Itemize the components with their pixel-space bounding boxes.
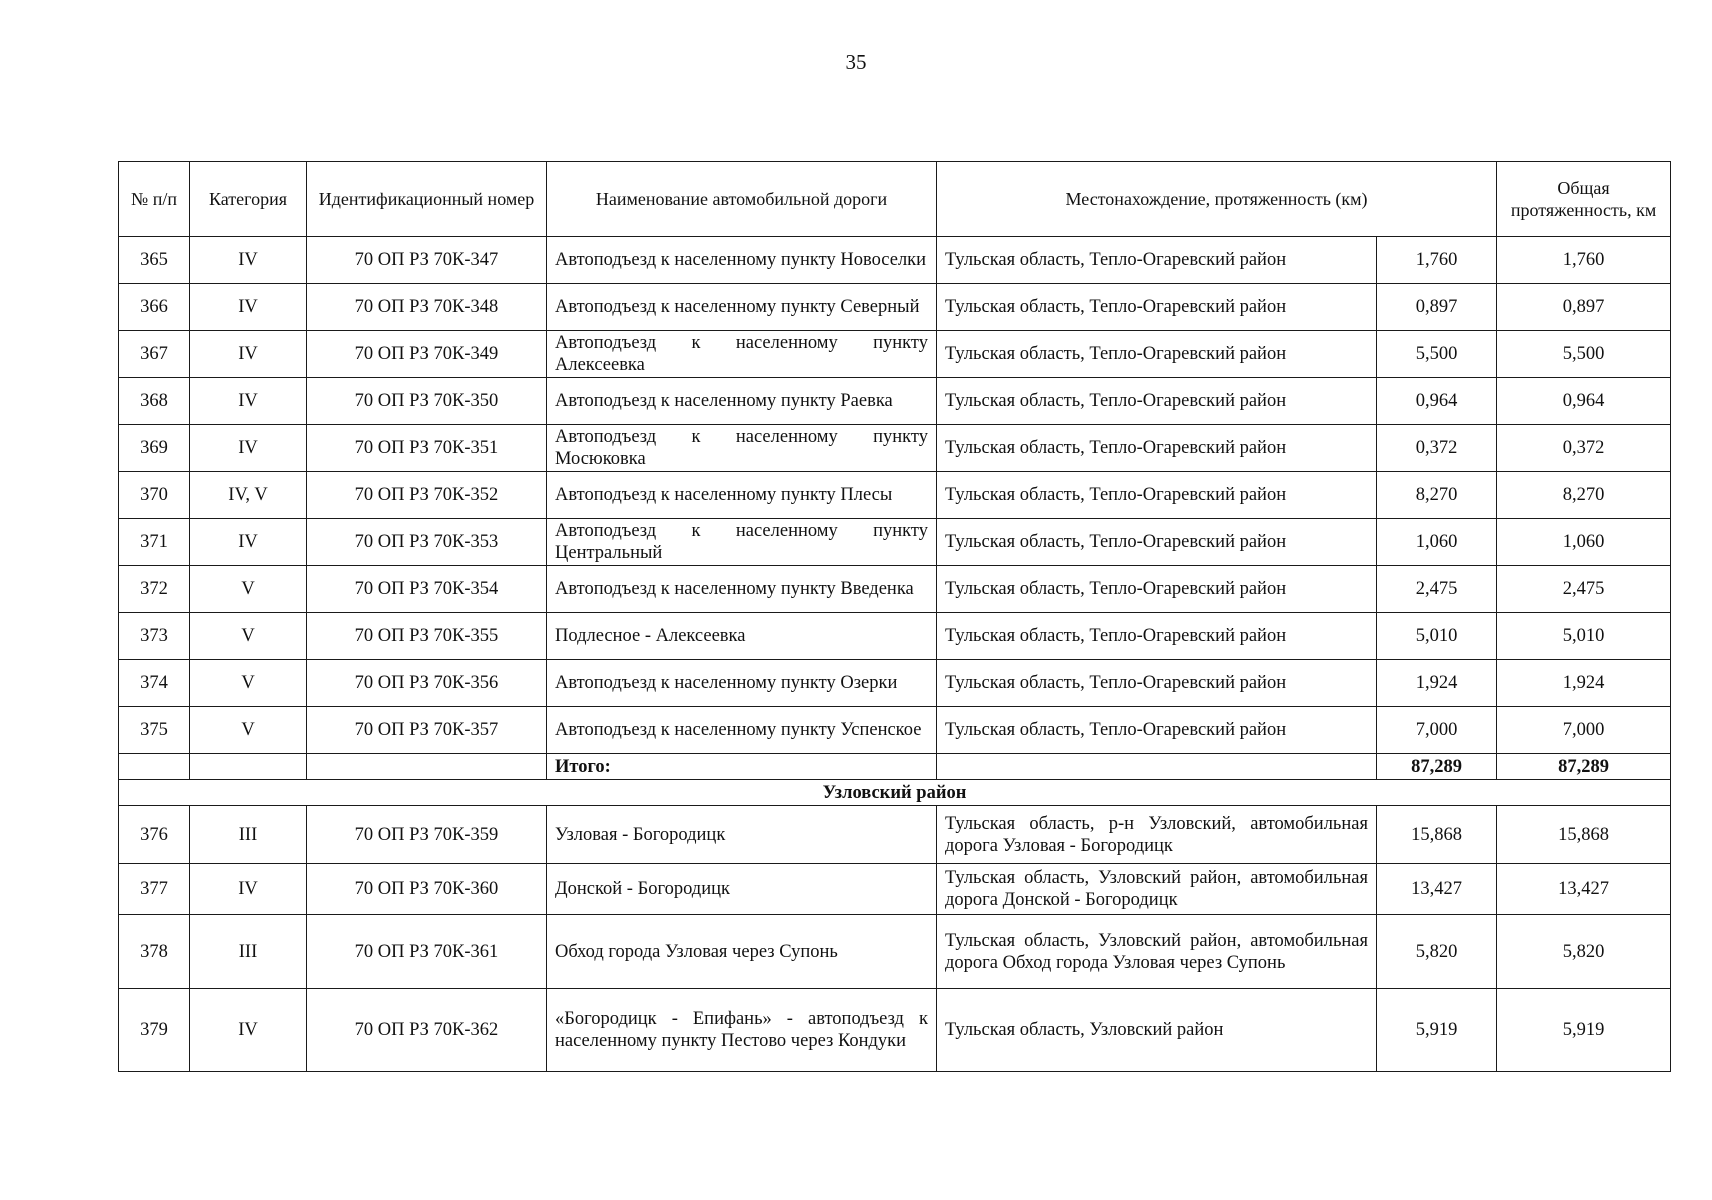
subtotal-row bbox=[119, 754, 1671, 780]
cell-location: Тульская область, Узловский район bbox=[937, 989, 1377, 1072]
cell-id: 70 ОП РЗ 70К-353 bbox=[307, 519, 547, 566]
header-location: Местонахождение, протяженность (км) bbox=[937, 162, 1497, 237]
cell-id: 70 ОП РЗ 70К-362 bbox=[307, 989, 547, 1072]
cell-id: 70 ОП РЗ 70К-354 bbox=[307, 566, 547, 613]
cell-location: Тульская область, Тепло-Огаревский район bbox=[937, 566, 1377, 613]
cell-num: 368 bbox=[119, 378, 190, 425]
cell-name: Автоподъезд к населенному пункту Введенка bbox=[547, 566, 937, 613]
cell-category: IV bbox=[190, 237, 307, 284]
roads-table bbox=[118, 161, 1671, 1072]
cell-length: 0,372 bbox=[1377, 425, 1497, 472]
district-row bbox=[119, 780, 1671, 806]
cell-length: 13,427 bbox=[1377, 864, 1497, 915]
cell-total: 15,868 bbox=[1497, 806, 1671, 864]
cell-total: 13,427 bbox=[1497, 864, 1671, 915]
cell-category: V bbox=[190, 566, 307, 613]
cell-location: Тульская область, Тепло-Огаревский район bbox=[937, 660, 1377, 707]
table-row bbox=[119, 806, 1671, 864]
cell-total: 5,820 bbox=[1497, 915, 1671, 989]
cell-category: III bbox=[190, 915, 307, 989]
cell-length: 1,760 bbox=[1377, 237, 1497, 284]
cell-num: 372 bbox=[119, 566, 190, 613]
cell-category: IV, V bbox=[190, 472, 307, 519]
table-row bbox=[119, 660, 1671, 707]
header-category: Категория bbox=[190, 162, 307, 237]
cell-name: Автоподъезд к населенному пункту Мосюковка bbox=[547, 425, 937, 472]
cell-num: 369 bbox=[119, 425, 190, 472]
cell-category: IV bbox=[190, 864, 307, 915]
cell-name: Автоподъезд к населенному пункту Центральный bbox=[547, 519, 937, 566]
header-id: Идентификационный номер bbox=[307, 162, 547, 237]
cell-id: 70 ОП РЗ 70К-359 bbox=[307, 806, 547, 864]
cell-category: V bbox=[190, 660, 307, 707]
cell-location: Тульская область, Узловский район, автомобильная дорога Обход города Узловая через Супонь bbox=[937, 915, 1377, 989]
table-row bbox=[119, 566, 1671, 613]
subtotal-length: 87,289 bbox=[1377, 754, 1497, 780]
cell-id: 70 ОП РЗ 70К-357 bbox=[307, 707, 547, 754]
cell-location: Тульская область, Тепло-Огаревский район bbox=[937, 472, 1377, 519]
cell-num: 365 bbox=[119, 237, 190, 284]
header-total: Общая протяженность, км bbox=[1497, 162, 1671, 237]
cell-num: 378 bbox=[119, 915, 190, 989]
cell-id: 70 ОП РЗ 70К-350 bbox=[307, 378, 547, 425]
cell-length: 5,820 bbox=[1377, 915, 1497, 989]
cell-num: 377 bbox=[119, 864, 190, 915]
table-row bbox=[119, 284, 1671, 331]
table-row bbox=[119, 378, 1671, 425]
cell-name: Обход города Узловая через Супонь bbox=[547, 915, 937, 989]
cell-name: Автоподъезд к населенному пункту Озерки bbox=[547, 660, 937, 707]
cell-name: Подлесное - Алексеевка bbox=[547, 613, 937, 660]
cell-id: 70 ОП РЗ 70К-349 bbox=[307, 331, 547, 378]
cell-location: Тульская область, Узловский район, автомобильная дорога Донской - Богородицк bbox=[937, 864, 1377, 915]
cell-category: IV bbox=[190, 519, 307, 566]
cell-category: V bbox=[190, 707, 307, 754]
cell-name: Донской - Богородицк bbox=[547, 864, 937, 915]
cell-total: 0,372 bbox=[1497, 425, 1671, 472]
table-row bbox=[119, 331, 1671, 378]
cell-name: Автоподъезд к населенному пункту Плесы bbox=[547, 472, 937, 519]
page-number: 35 bbox=[845, 50, 867, 74]
cell-num: 371 bbox=[119, 519, 190, 566]
cell-id: 70 ОП РЗ 70К-356 bbox=[307, 660, 547, 707]
cell-total: 0,964 bbox=[1497, 378, 1671, 425]
cell-location: Тульская область, р-н Узловский, автомобильная дорога Узловая - Богородицк bbox=[937, 806, 1377, 864]
cell-id: 70 ОП РЗ 70К-352 bbox=[307, 472, 547, 519]
cell-num: 373 bbox=[119, 613, 190, 660]
cell-length: 2,475 bbox=[1377, 566, 1497, 613]
cell-empty bbox=[119, 754, 190, 780]
cell-location: Тульская область, Тепло-Огаревский район bbox=[937, 331, 1377, 378]
cell-id: 70 ОП РЗ 70К-348 bbox=[307, 284, 547, 331]
table-row bbox=[119, 519, 1671, 566]
cell-category: IV bbox=[190, 425, 307, 472]
cell-location: Тульская область, Тепло-Огаревский район bbox=[937, 284, 1377, 331]
cell-location: Тульская область, Тепло-Огаревский район bbox=[937, 519, 1377, 566]
cell-length: 7,000 bbox=[1377, 707, 1497, 754]
cell-total: 0,897 bbox=[1497, 284, 1671, 331]
cell-total: 1,760 bbox=[1497, 237, 1671, 284]
cell-length: 0,897 bbox=[1377, 284, 1497, 331]
cell-name: Автоподъезд к населенному пункту Успенское bbox=[547, 707, 937, 754]
cell-id: 70 ОП РЗ 70К-355 bbox=[307, 613, 547, 660]
cell-category: IV bbox=[190, 989, 307, 1072]
district-heading: Узловский район bbox=[119, 780, 1671, 806]
cell-id: 70 ОП РЗ 70К-361 bbox=[307, 915, 547, 989]
table-row bbox=[119, 237, 1671, 284]
cell-empty bbox=[307, 754, 547, 780]
subtotal-label: Итого: bbox=[547, 754, 937, 780]
cell-location: Тульская область, Тепло-Огаревский район bbox=[937, 425, 1377, 472]
cell-length: 5,010 bbox=[1377, 613, 1497, 660]
table-row bbox=[119, 613, 1671, 660]
cell-category: III bbox=[190, 806, 307, 864]
table-row bbox=[119, 989, 1671, 1072]
cell-num: 370 bbox=[119, 472, 190, 519]
cell-num: 375 bbox=[119, 707, 190, 754]
cell-length: 1,924 bbox=[1377, 660, 1497, 707]
cell-name: Автоподъезд к населенному пункту Новоселки bbox=[547, 237, 937, 284]
cell-name: Автоподъезд к населенному пункту Раевка bbox=[547, 378, 937, 425]
cell-num: 367 bbox=[119, 331, 190, 378]
cell-empty bbox=[190, 754, 307, 780]
cell-num: 374 bbox=[119, 660, 190, 707]
cell-location: Тульская область, Тепло-Огаревский район bbox=[937, 613, 1377, 660]
table-row bbox=[119, 425, 1671, 472]
cell-num: 366 bbox=[119, 284, 190, 331]
cell-length: 1,060 bbox=[1377, 519, 1497, 566]
cell-category: IV bbox=[190, 331, 307, 378]
cell-length: 5,500 bbox=[1377, 331, 1497, 378]
cell-length: 15,868 bbox=[1377, 806, 1497, 864]
cell-empty bbox=[937, 754, 1377, 780]
subtotal-total: 87,289 bbox=[1497, 754, 1671, 780]
cell-category: V bbox=[190, 613, 307, 660]
cell-id: 70 ОП РЗ 70К-351 bbox=[307, 425, 547, 472]
cell-num: 379 bbox=[119, 989, 190, 1072]
cell-total: 1,924 bbox=[1497, 660, 1671, 707]
cell-total: 5,010 bbox=[1497, 613, 1671, 660]
table-row bbox=[119, 707, 1671, 754]
cell-location: Тульская область, Тепло-Огаревский район bbox=[937, 707, 1377, 754]
cell-id: 70 ОП РЗ 70К-360 bbox=[307, 864, 547, 915]
cell-length: 5,919 bbox=[1377, 989, 1497, 1072]
cell-length: 0,964 bbox=[1377, 378, 1497, 425]
table-row bbox=[119, 915, 1671, 989]
cell-total: 7,000 bbox=[1497, 707, 1671, 754]
cell-name: Автоподъезд к населенному пункту Алексеевка bbox=[547, 331, 937, 378]
cell-id: 70 ОП РЗ 70К-347 bbox=[307, 237, 547, 284]
table-row bbox=[119, 864, 1671, 915]
cell-total: 5,500 bbox=[1497, 331, 1671, 378]
header-row bbox=[119, 162, 1671, 237]
cell-name: «Богородицк - Епифань» - автоподъезд к населенному пункту Пестово через Кондуки bbox=[547, 989, 937, 1072]
header-num: № п/п bbox=[119, 162, 190, 237]
cell-category: IV bbox=[190, 378, 307, 425]
cell-name: Узловая - Богородицк bbox=[547, 806, 937, 864]
cell-total: 1,060 bbox=[1497, 519, 1671, 566]
cell-location: Тульская область, Тепло-Огаревский район bbox=[937, 378, 1377, 425]
cell-category: IV bbox=[190, 284, 307, 331]
header-name: Наименование автомобильной дороги bbox=[547, 162, 937, 237]
table-row bbox=[119, 472, 1671, 519]
cell-total: 8,270 bbox=[1497, 472, 1671, 519]
cell-length: 8,270 bbox=[1377, 472, 1497, 519]
cell-total: 5,919 bbox=[1497, 989, 1671, 1072]
cell-total: 2,475 bbox=[1497, 566, 1671, 613]
cell-name: Автоподъезд к населенному пункту Северный bbox=[547, 284, 937, 331]
cell-num: 376 bbox=[119, 806, 190, 864]
cell-location: Тульская область, Тепло-Огаревский район bbox=[937, 237, 1377, 284]
